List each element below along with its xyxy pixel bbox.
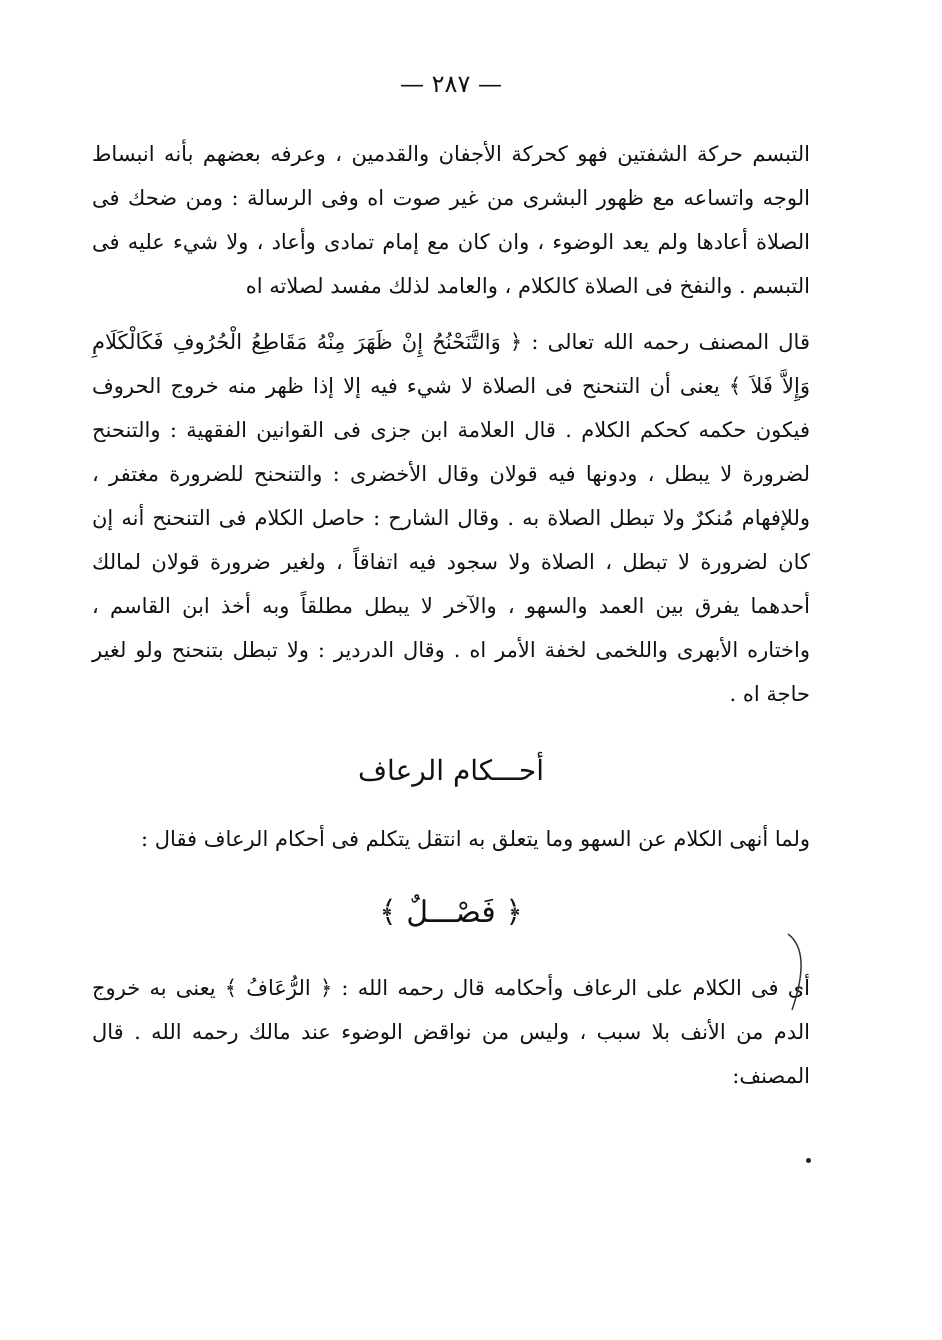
margin-dot-mark: [806, 1158, 811, 1163]
intro-paragraph: ولما أنهى الكلام عن السهو وما يتعلق به انتقل يتكلم فى أحكام الرعاف فقال :: [141, 827, 810, 851]
final-paragraph: أى فى الكلام على الرعاف وأحكامه قال رحمه الله : ﴿ الرُّعَافُ ﴾ يعنى به خروج الدم من الأنف بلا سبب ، وليس من نواقض الوضوء عند مالك رحمه الله . قال المصنف:: [92, 976, 810, 1088]
paragraph-1: التبسم حركة الشفتين فهو كحركة الأجفان والقدمين ، وعرفه بعضهم بأنه انبساط الوجه واتساعه مع ظهور البشرى من غير صوت اه وفى الرسالة : ومن ضحك فى الصلاة أعادها ولم يعد الوضوء ، وان كان مع إمام تمادى وأعاد ، ولا شيء عليه فى التبسم . والنفخ فى الصلاة كالكلام ، والعامد لذلك مفسد لصلاته اه: [92, 142, 810, 298]
section-title: أحـــكام الرعاف: [358, 754, 544, 787]
page-number: — ٢٨٧ —: [400, 70, 502, 98]
margin-bracket-mark: [784, 932, 814, 1012]
paragraph-2: قال المصنف رحمه الله تعالى : ﴿ وَالتَّنَحْنُحُ إِنْ ظَهَرَ مِنْهُ مَقَاطِعُ الْحُرُوفِ فَكَالْكَلَامِ وَإِلاَّ فَلاَ ﴾ يعنى أن التنحنح فى الصلاة لا شيء فيه إلا إذا ظهر منه خروج الحروف فيكون حكمه كحكم الكلام . قال العلامة ابن جزى فى القوانين الفقهية : والتنحنح لضرورة لا يبطل ، ودونها فيه قولان وقال الأخضرى : والتنحنح للضرورة مغتفر ، وللإفهام مُنكرٌ ولا تبطل الصلاة به . وقال الشارح : حاصل الكلام فى التنحنح أنه إن كان لضرورة لا تبطل ، الصلاة ولا سجود فيه اتفاقاً ، ولغير ضرورة قولان لمالك أحدهما يفرق بين العمد والسهو ، والآخر لا يبطل مطلقاً وبه أخذ ابن القاسم ، واختاره الأبهرى واللخمى لخفة الأمر اه . وقال الدردير : ولا تبطل بتنحنح ولو لغير حاجة اه .: [92, 330, 810, 706]
fasl-heading: ﴿ فَصْـــلٌ ﴾: [379, 895, 523, 930]
